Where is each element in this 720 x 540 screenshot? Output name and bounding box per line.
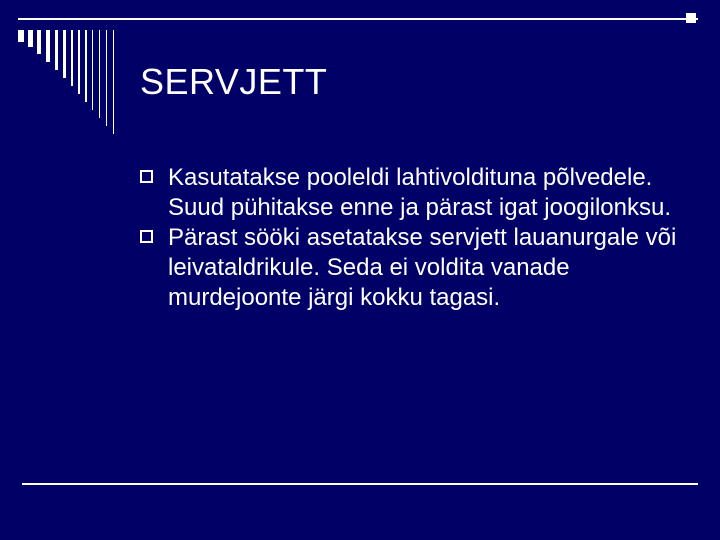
bullet-text-2: Pärast sööki asetatakse servjett lauanurgale või leivataldrikule. Seda ei voldita vanade murdejoonte järgi kokku tagasi.: [168, 224, 677, 311]
stripe-13: [113, 30, 114, 134]
stripe-12: [106, 30, 107, 126]
stripe-6: [63, 30, 66, 78]
bullet-list: [138, 163, 678, 313]
stripe-10: [92, 30, 93, 110]
bullet-item-2: [138, 223, 678, 313]
hollow-square-icon: [140, 170, 153, 183]
stripe-4: [46, 30, 50, 62]
stripe-8: [78, 30, 80, 94]
top-corner-square: [686, 13, 696, 23]
bottom-rule-line: [22, 483, 698, 485]
stripe-1: [18, 30, 24, 42]
stripe-9: [85, 30, 87, 102]
stripe-2: [28, 30, 33, 47]
stripe-5: [55, 30, 58, 70]
stripe-7: [71, 30, 73, 86]
bullet-item-1: [138, 163, 678, 223]
stripe-3: [37, 30, 41, 54]
top-rule-line: [18, 18, 698, 20]
vertical-stripes-decoration: [18, 30, 118, 140]
bullet-text-1: Kasutatakse pooleldi lahtivoldituna põlvedele. Suud pühitakse enne ja pärast igat joogilonksu.: [168, 164, 672, 221]
stripe-11: [99, 30, 100, 118]
hollow-square-icon: [140, 230, 153, 243]
slide-title: SERVJETT: [140, 61, 328, 102]
